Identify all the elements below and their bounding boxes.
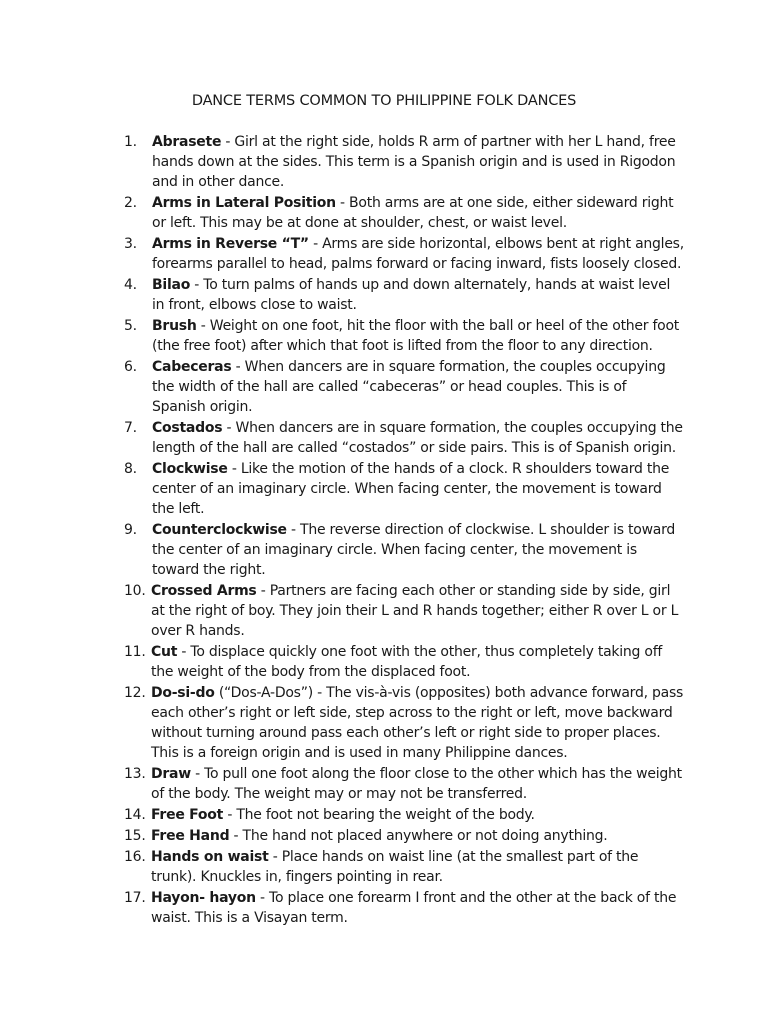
term-definition: - To displace quickly one foot with the other, thus completely taking off the weight of the body from the displaced foot.	[151, 644, 663, 680]
term-number: 8.	[124, 461, 137, 477]
term-name: Do-si-do	[151, 685, 215, 701]
term-number: 4.	[124, 277, 137, 293]
term-name: Brush	[152, 318, 197, 334]
term-definition: - Both arms are at one side, either sideward right or left. This may be at done at shoulder, chest, or waist level.	[152, 195, 674, 231]
term-number: 1.	[124, 134, 137, 150]
term-item	[124, 642, 684, 682]
term-definition: - Girl at the right side, holds R arm of partner with her L hand, free hands down at the sides. This term is a Spanish origin and is used in Rigodon and in other dance.	[152, 134, 676, 190]
term-item	[124, 888, 684, 928]
term-item	[124, 805, 684, 825]
term-name: Costados	[152, 420, 223, 436]
term-definition: - Weight on one foot, hit the floor with the ball or heel of the other foot (the free foot) after which that foot is lifted from the floor to any direction.	[152, 318, 680, 354]
term-number: 5.	[124, 318, 137, 334]
term-definition: - To turn palms of hands up and down alternately, hands at waist level in front, elbows close to waist.	[152, 277, 671, 313]
term-name: Free Foot	[151, 807, 224, 823]
term-number: 16.	[124, 849, 146, 865]
term-number: 15.	[124, 828, 146, 844]
term-name: Arms in Lateral Position	[152, 195, 336, 211]
term-definition: - To pull one foot along the floor close to the other which has the weight of the body. The weight may or may not be transferred.	[151, 766, 682, 802]
term-number: 9.	[124, 522, 137, 538]
term-definition: - The reverse direction of clockwise. L shoulder is toward the center of an imaginary circle. When facing center, the movement is toward the right.	[152, 522, 675, 578]
term-item	[124, 459, 684, 519]
term-item	[124, 418, 684, 458]
term-number: 3.	[124, 236, 137, 252]
term-name: Bilao	[152, 277, 191, 293]
term-item	[124, 234, 684, 274]
term-number: 2.	[124, 195, 137, 211]
term-item	[124, 316, 684, 356]
term-definition: - When dancers are in square formation, the couples occupying the length of the hall are called “costados” or side pairs. This is of Spanish origin.	[152, 420, 683, 456]
term-number: 12.	[124, 685, 146, 701]
term-name: Cabeceras	[152, 359, 232, 375]
term-definition: - The foot not bearing the weight of the body.	[223, 807, 535, 823]
document-title: DANCE TERMS COMMON TO PHILIPPINE FOLK DANCES	[191, 93, 577, 109]
term-definition: - Arms are side horizontal, elbows bent at right angles, forearms parallel to head, palms forward or facing inward, fists loosely closed.	[152, 236, 684, 272]
term-number: 10.	[124, 583, 146, 599]
term-name: Abrasete	[152, 134, 222, 150]
term-definition: - Like the motion of the hands of a clock. R shoulders toward the center of an imaginary circle. When facing center, the movement is toward the left.	[152, 461, 670, 517]
term-definition: - Place hands on waist line (at the smallest part of the trunk). Knuckles in, fingers pointing in rear.	[151, 849, 639, 885]
term-definition: - When dancers are in square formation, the couples occupying the width of the hall are called “cabeceras” or head couples. This is of Spanish origin.	[152, 359, 666, 415]
term-name: Hands on waist	[151, 849, 269, 865]
term-number: 6.	[124, 359, 137, 375]
term-item	[124, 826, 684, 846]
term-name: Counterclockwise	[152, 522, 287, 538]
term-number: 13.	[124, 766, 146, 782]
term-definition: - Partners are facing each other or standing side by side, girl at the right of boy. They join their L and R hands together; either R over L or L over R hands.	[151, 583, 679, 639]
term-definition: - The hand not placed anywhere or not doing anything.	[229, 828, 608, 844]
term-item	[124, 764, 684, 804]
term-name: Hayon- hayon	[151, 890, 256, 906]
term-item	[124, 683, 684, 763]
term-number: 11.	[124, 644, 146, 660]
term-name: Crossed Arms	[151, 583, 257, 599]
term-item	[124, 132, 684, 192]
term-item	[124, 193, 684, 233]
term-number: 7.	[124, 420, 137, 436]
term-item	[124, 847, 684, 887]
term-name: Draw	[151, 766, 191, 782]
term-item	[124, 275, 684, 315]
term-item	[124, 357, 684, 417]
term-number: 17.	[124, 890, 146, 906]
term-definition: - To place one forearm I front and the other at the back of the waist. This is a Visayan term.	[151, 890, 677, 926]
term-item	[124, 520, 684, 580]
term-name: Clockwise	[152, 461, 228, 477]
term-number: 14.	[124, 807, 146, 823]
term-list	[124, 132, 684, 929]
term-name: Arms in Reverse “T”	[152, 236, 309, 252]
term-item	[124, 581, 684, 641]
term-name: Free Hand	[151, 828, 230, 844]
term-name: Cut	[151, 644, 178, 660]
term-definition: (“Dos-A-Dos”) - The vis-à-vis (opposites) both advance forward, pass each other’s right or left side, step across to the right or left, move backward without turning around pass each other’s left or right side to proper places. This is a foreign origin and is used in many Philippine dances.	[151, 685, 684, 761]
